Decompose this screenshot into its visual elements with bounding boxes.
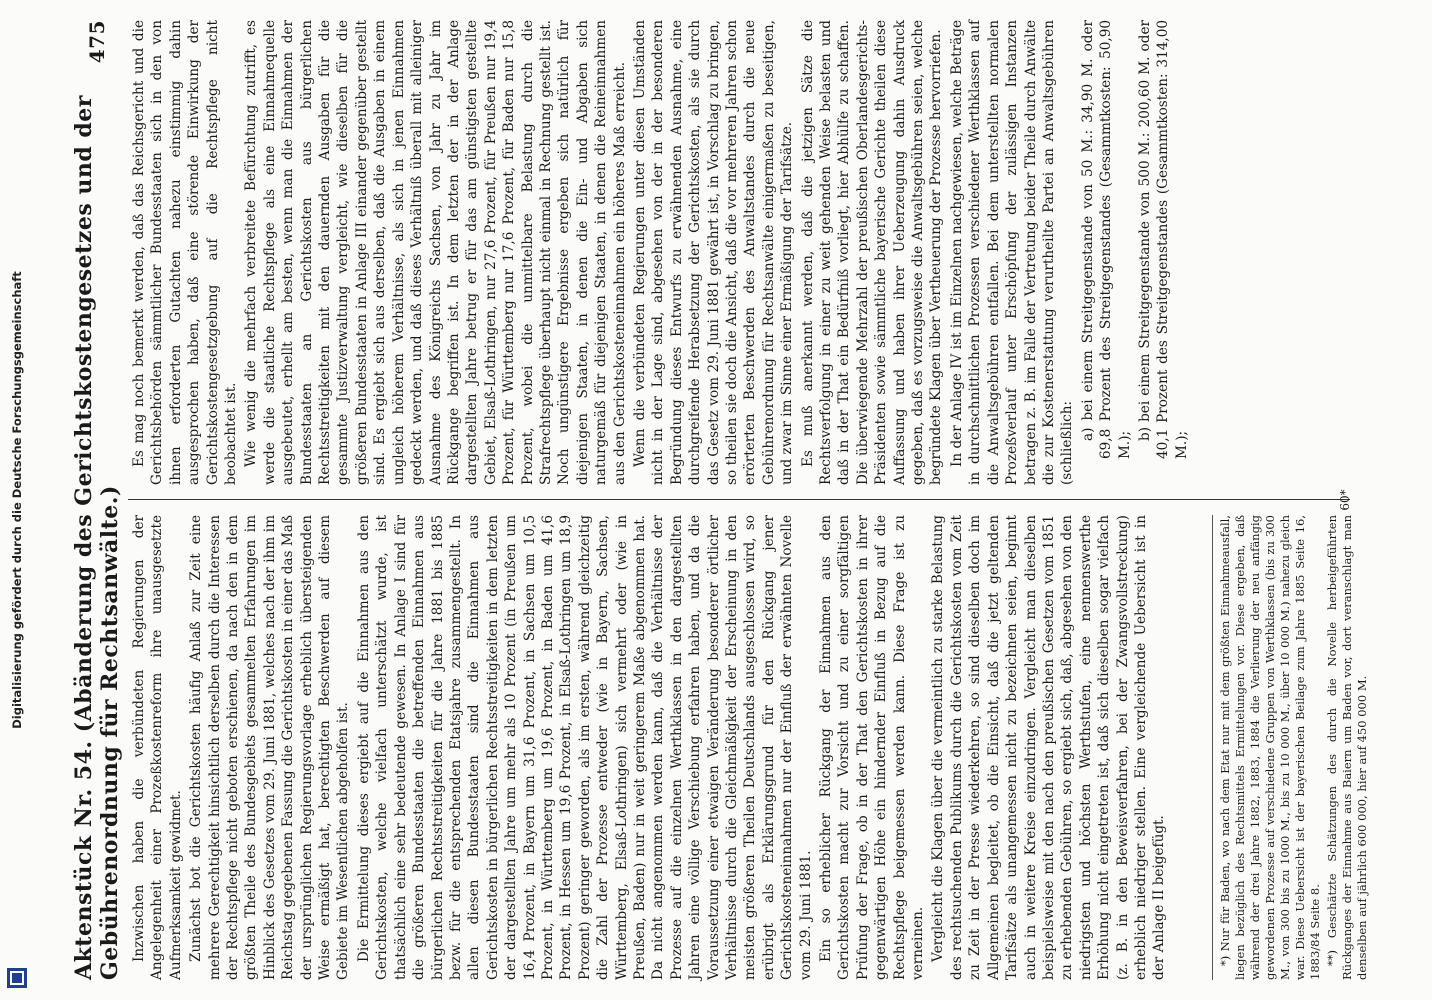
page-number: 475 — [85, 20, 109, 64]
page-header — [71, 20, 123, 980]
dfg-logo-icon — [7, 968, 27, 988]
paragraph: Wie wenig die mehrfach verbreitete Befürchtung zutrifft, es werde die staatliche Rechtspflege als eine Einnahmequelle ausgebeutet, erhellt am besten, wenn man die Einnahmen der Bundesstaaten an Gerichtskosten aus bürgerlichen Rechtsstreitigkeiten mit den dauernden Ausgaben für die gesammte Justizverwaltung vergleicht, wie dieselben für die größeren Bundesstaaten in Anlage III einander gegenüber gestellt sind. Es ergiebt sich aus derselben, daß die Ausgaben in einem ungleich höherem Verhältnisse, als sich in jenen Einnahmen gedeckt werden, und daß dieses Verhältniß überall mit alleiniger Ausnahme des Königreichs Sachsen, von Jahr zu Jahr im Rückgange begriffen ist. In dem letzten der in der Anlage dargestellten Jahre betrug er für das am günstigsten gestellte Gebiet, Elsaß-Lothringen, nur 27,6 Prozent, für Preußen nur 19,4 Prozent, für Württemberg nur 17,6 Prozent, für Baden nur 15,8 Prozent, wobei die unmittelbare Belastung durch die Strafrechtspflege überhaupt nicht einmal in Rechnung gestellt ist. Noch ungünstigere Ergebnisse ergeben sich natürlich für diejenigen Staaten, in denen die Ein- und Abgaben sich naturgemäß für diejenigen Staaten, in denen die Reineinnahmen aus den Gerichtskosteneinnahmen ein höheres Maß erreicht. — [243, 20, 628, 485]
paragraph: Es muß anerkannt werden, daß die jetzigen Sätze die Rechtsverfolgung in einer zu weit gehenden Weise belasten und daß in der That ein Bedürfniß vorliegt, hier Abhülfe zu schaffen. Die überwiegende Mehrzahl der preußischen Oberlandesgerichts-Präsidenten sowie sämmtliche bayerische Gerichte theilen diese Auffassung und haben ihrer Ueberzeugung dahin Ausdruck gegeben, daß es vorzugsweise die Anwaltsgebühren seien, welche begründete Klagen über Vertheuerung der Prozesse hervorriefen. — [799, 20, 945, 485]
paragraph: Inzwischen haben die verbündeten Regierungen der Angelegenheit einer Prozeßkostenreform ihre unausgesetzte Aufmerksamkeit gewidmet. — [131, 515, 184, 980]
footnote-rule — [1212, 515, 1213, 980]
header-title: Aktenstück Nr. 54. (Abänderung des Gerichtskostengesetzes und der Gebührenordnung für Rechtsanwälte.) — [71, 95, 123, 980]
paragraph: Die Ermittelung dieses ergiebt auf die Einnahmen aus den Gerichtskosten, welche vielfach unterschätzt wurde, ist thatsächlich eine sehr bedeutende gewesen. In Anlage I sind für die größeren Bundesstaaten die betreffenden Einnahmen aus bürgerlichen Rechtsstreitigkeiten für die Jahre 1881 bis 1885 bezw. für die entsprechenden Etatsjahre zusammengestellt. In allen diesen Bundesstaaten sind die Einnahmen aus Gerichtskosten in bürgerlichen Rechtsstreitigkeiten in dem letzten der dargestellten Jahre um mehr als 10 Prozent (in Preußen um 16,4 Prozent, in Bayern um 31,6 Prozent, in Sachsen um 10,5 Prozent, in Württemberg um 19,6 Prozent, in Baden um 41,6 Prozent, in Hessen um 19,6 Prozent, in Elsaß-Lothringen um 18,9 Prozent) geringer geworden, als im ersten, während gleichzeitig die Zahl der Prozesse entweder (wie in Bayern, Sachsen, Württemberg, Elsaß-Lothringen) sich vermehrt oder (wie in Preußen, Baden) nur in weit geringerem Maße abgenommen hat. Da nicht angenommen werden kann, daß die Verhältnisse der Prozesse auf die einzelnen Werthklassen in den dargestellten Jahren eine völlige Verschiebung erfahren haben, und da die Voraussetzung einer etwaigen Veränderung besonderer örtlicher Verhältnisse durch die Gleichmäßigkeit der Erscheinung in den meisten größeren Theilen Deutschlands ausgeschlossen wird, so erübrigt als Erklärungsgrund für den Rückgang jener Gerichtskosteneinnahmen nur der Einfluß der erwähnten Novelle vom 29. Juni 1881. — [355, 515, 814, 980]
right-column — [130, 20, 1350, 485]
paragraph: Zunächst bot die Gerichtskosten häufig Anlaß zur Zeit eine mehrere Gerechtigkeit hinsichtlich derselben durch die Interessen der Rechtspflege nicht geboten erschienen, da nach den in dem größten Theile des Bundesgebiets gesammelten Erfahrungen im Hinblick des Gesetzes vom 29. Juni 1881, welches nach der ihm im Reichstag gegebenen Fassung die Gerichtskosten in einer das Maß der ursprünglichen Regierungsvorlage erheblich übersteigenden Weise ermäßigt hat, berechtigten Beschwerden auf diesem Gebiete im Wesentlichen abgeholfen ist. — [188, 515, 352, 980]
footnote: **) Geschätzte Schätzungen des durch die Novelle herbeigeführten Rückganges der Einnahme aus Baiern um Baden vor, dort veranschlagt man denselben auf jährlich 600 000, hier auf 450 000 M. — [1325, 515, 1369, 980]
paragraph: Es mag noch bemerkt werden, daß das Reichsgericht und die Gerichtsbehörden sämmtlicher Bundesstaaten sich in den von ihnen erforderten Gutachten nahezu einstimmig dahin ausgesprochen haben, daß eine störende Einwirkung der Gerichtskostengesetzgebung auf die Rechtspflege nicht beobachtet ist. — [131, 20, 240, 485]
attribution-text: Digitalisierung gefördert durch die Deutsche Forschungsgemeinschaft — [10, 271, 24, 729]
column-divider — [128, 499, 1350, 500]
list-item: b) bei einem Streitgegenstande von 500 M.: 200,60 M. oder 40,1 Prozent des Streitgegenstandes (Gesammtkosten: 314,00 M.); — [1136, 20, 1190, 459]
paragraph: Vergleicht die Klagen über die vermeintlich zu starke Belastung des rechtsuchenden Publikums durch die Gerichtskosten vom Zeit zu Zeit in der Presse wiederkehren, so sind dieselben doch im Allgemeinen begleitet, ob die Einsicht, daß die jetzt geltenden Tarifsätze als unangemessen nicht zu bezeichnen seien, beginnt auch in weitere Kreise einzudringen. Vergleicht man dieselben beispielsweise mit den nach den preußischen Gesetzen vom 1851 zu erhebenden Gebühren, so ergiebt sich, daß, abgesehen von den niedrigsten und höchsten Werthstufen, eine nennenswerthe Erhöhung nicht eingetreten ist, daß sich dieselben sogar vielfach (z. B. in den Beweisverfahren, bei der Zwangsvollstreckung) erheblich niedriger stellen. Eine vergleichende Uebersicht ist in der Anlage II beigefügt. — [930, 515, 1168, 980]
paragraph: Ein so erheblicher Rückgang der Einnahmen aus den Gerichtskosten macht zur Vorsicht und zu einer sorgfältigen Prüfung der Frage, ob in der That den Gerichtskosten in ihrer gegenwärtigen Höhe ein hindernder Einfluß in Bezug auf die Rechtspflege beigemessen werden kann. Diese Frage ist zu verneinen. — [818, 515, 927, 980]
page-bottom-mark: 60* — [1338, 489, 1352, 511]
paragraph: In der Anlage IV ist im Einzelnen nachgewiesen, welche Beträge in durchschnittlichen Prozessen verschiedener Werthklassen auf die Anwaltsgebühren entfallen. Bei dem unterstellten normalen Prozeßverlauf unter Erschöpfung der zulässigen Instanzen betragen z. B. im Falle der Vertretung beider Theile durch Anwälte die zur Kostenerstattung verurtheilte Partei an Anwaltsgebühren (schließlich: — [948, 20, 1076, 485]
paragraph: Wenn die verbündeten Regierungen unter diesen Umständen nicht in der Lage sind, abgesehen von der in der besonderen Begründung dieses Entwurfs zu erwähnenden Ausnahme, eine durchgreifende Herabsetzung der Gerichtskosten, als sie durch das Gesetz vom 29. Juni 1881 gewährt ist, in Vorschlag zu bringen, so theilen sie doch die Ansicht, daß die vor mehreren Jahren schon erörterten Beschwerden des Anwaltstandes durch die neue Gebührenordnung für Rechtsanwälte einigermaßen zu beseitigen, und zwar im Sinne einer Ermäßigung der Tarifsätze. — [631, 20, 796, 485]
left-column — [130, 515, 1350, 980]
rotated-document — [70, 0, 1370, 1000]
list-item: a) bei einem Streitgegenstande von 50 M.: 34,90 M. oder 69,8 Prozent des Streitgegenstandes (Gesammtkosten: 50,90 M.); — [1079, 20, 1133, 459]
footnote: *) Nur für Baden, wo nach dem Etat nur mit dem größten Einnahmeausfall, liegen bezüglich des Rechtsmittels Ermittelungen vor. Diese ergeben, daß während der drei Jahre 1882, 1883, 1884 die Verlierung der neu anfängig gewordenen Prozesse auf verschiedene Gruppen von Werthklassen (bis zu 300 M., von 300 bis zu 1000 M., bis zu 10 000 M., über 10 000 M.) nahezu gleich war. Diese Uebersicht ist der bayerischen Beilage zum Jahre 1885 Seite 16, 1883/84 Seite 8. — [1218, 515, 1322, 980]
attribution-strip — [0, 0, 34, 1000]
